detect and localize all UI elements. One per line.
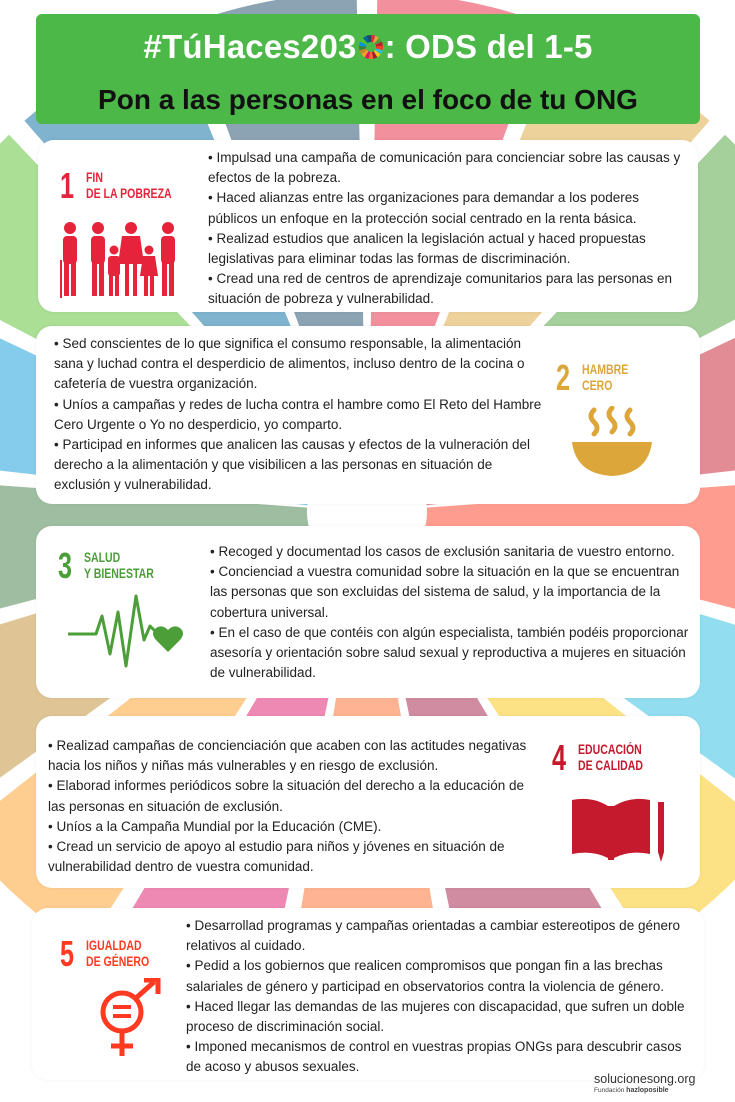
page-subtitle: Pon a las personas en el foco de tu ONG [98, 84, 638, 115]
bullet-item: • Desarrollad programas y campañas orientadas a cambiar estereotipos de género relativos al cuidado. [186, 918, 680, 954]
gender-equality-icon [92, 978, 172, 1060]
bullet-item: • Uníos a campañas y redes de lucha contra el hambre como El Reto del Hambre Cero Urgente o Yo no desperdicio, yo comparto. [54, 396, 542, 432]
goal-name: FIN DE LA POBREZA [86, 170, 172, 201]
bullet-item: • Realizad campañas de concienciación que acaben con las actitudes negativas hacia los niños y niñas más vulnerables y en riesgo de exclusión. [48, 738, 527, 774]
sdg-wheel-icon [358, 34, 384, 60]
goal-name: IGUALDAD DE GÉNERO [86, 938, 150, 969]
title-part1: #TúHaces203 [143, 28, 357, 65]
header-banner [36, 14, 700, 124]
title-part2: : ODS del 1-5 [384, 28, 593, 65]
goal-number: 1 [60, 165, 75, 206]
bullet-item: • Cread una red de centros de aprendizaje comunitarios para las personas en situación de pobreza y vulnerabilidad. [208, 271, 673, 307]
goal-badge-4 [552, 737, 688, 880]
heartbeat-icon [66, 592, 186, 668]
bullet-item: • Uníos a la Campaña Mundial por la Educación (CME). [48, 818, 382, 834]
goal-name: SALUD Y BIENESTAR [84, 550, 154, 581]
goal-card-4 [36, 716, 700, 888]
bullet-item: • Participad en informes que analicen las causas y efectos de la vulneración del derecho a la alimentación y que visibilicen a las personas en situación de exclusión y vulnerabilidad. [54, 437, 531, 493]
footer-site[interactable]: solucionesong.org [594, 1072, 696, 1086]
goal-card-1 [38, 140, 698, 312]
bullet-item: • Haced alianzas entre las organizaciones para demandar a los poderes públicos un enfoque en la protección social centrado en la renta básica. [208, 190, 639, 226]
goal-name: EDUCACIÓN DE CALIDAD [578, 742, 643, 773]
bullet-item: • Pedid a los gobiernos que realicen compromisos que pongan fin a las brechas salariales de género y participad en observatorios contra la violencia de género. [186, 958, 665, 994]
goal-number: 2 [556, 357, 571, 398]
goal-badge-3 [58, 545, 198, 688]
goal-card-3 [36, 526, 700, 698]
goal-name: HAMBRE CERO [582, 362, 629, 393]
goal-card-5 [32, 908, 704, 1080]
goal-5-bullets [186, 916, 696, 1078]
goal-number: 3 [58, 545, 73, 586]
page-title [36, 28, 700, 66]
family-icon [60, 220, 180, 302]
bullet-item: • Realizad estudios que analicen la legislación actual y haced propuestas legislativas para eliminar todas las formas de discriminación. [208, 230, 646, 267]
goal-number: 4 [552, 737, 567, 778]
bowl-icon [570, 406, 654, 478]
goal-badge-5 [60, 933, 190, 1076]
goal-card-2 [36, 326, 700, 504]
footer-logo[interactable] [594, 1072, 729, 1094]
bullet-item: • Haced llegar las demandas de las mujeres con discapacidad, que sufren un doble proceso de discriminación social. [186, 998, 685, 1035]
bullet-item: • Sed conscientes de lo que significa el consumo responsable, la alimentación sana y luchad contra el desperdicio de alimentos, incluso dentro de la cocina o cafetería de vuestra organización. [54, 336, 525, 392]
book-pencil-icon [570, 796, 670, 862]
goal-number: 5 [60, 933, 75, 974]
goal-4-bullets [48, 736, 538, 877]
footer-foundation: Fundación hazloposible [594, 1087, 669, 1094]
goal-1-bullets [208, 148, 686, 310]
bullet-item: • Recoged y documentad los casos de exclusión sanitaria de vuestro entorno. [210, 544, 675, 559]
bullet-item: • Impulsad una campaña de comunicación para concienciar sobre las causas y efectos de la pobreza. [208, 150, 681, 186]
goal-badge-2 [556, 357, 686, 500]
bullet-item: • Concienciad a vuestra comunidad sobre la situación en la que se encuentran las personas que son excluidas del sistema de salud, y la importancia de la cobertura universal. [210, 564, 680, 620]
goal-badge-1 [60, 165, 190, 308]
bullet-item: • En el caso de que contéis con algún especialista, también podéis proporcionar asesoría y orientación sobre salud sexual y reproductiva a mujeres en situación de vulnerabilidad. [210, 624, 689, 681]
bullet-item: • Elaborad informes periódicos sobre la situación del derecho a la educación de las personas en situación de exclusión. [48, 778, 525, 814]
bullet-item: • Cread un servicio de apoyo al estudio para niños y jóvenes en situación de vulnerabilidad dentro de vuestra comunidad. [48, 839, 505, 875]
goal-2-bullets [54, 334, 544, 496]
bullet-item: • Imponed mecanismos de control en vuestras propias ONGs para descubrir casos de acoso y abusos sexuales. [186, 1039, 682, 1075]
goal-3-bullets [210, 542, 692, 683]
